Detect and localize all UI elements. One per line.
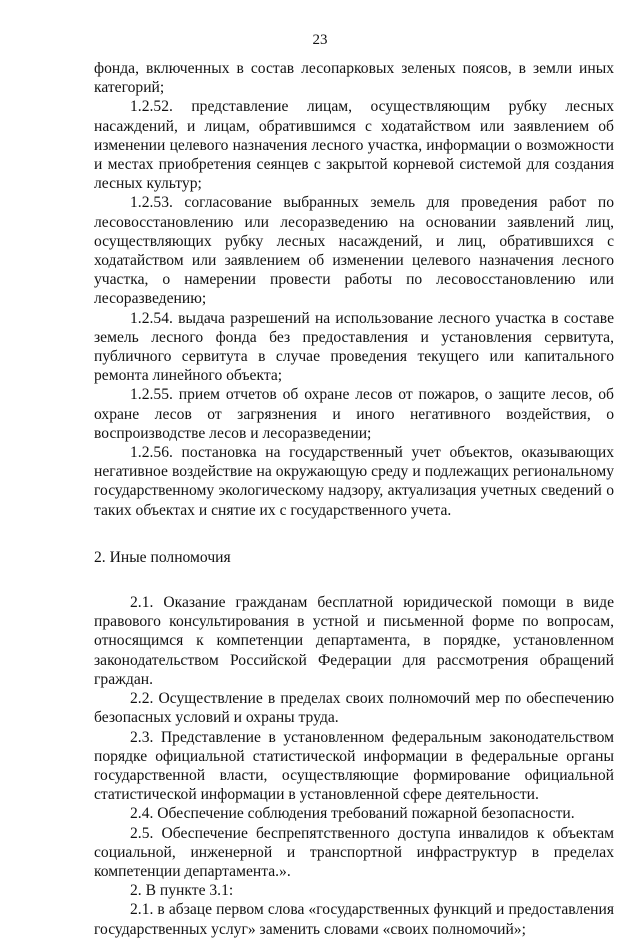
paragraph-2-1: 2.1. Оказание гражданам бесплатной юридической помощи в виде правового консультирования в устной и письменной форме по вопросам, относящимся к компетенции департамента, в порядке, установленном законодательством Российской Федерации для рассмотрения обращений граждан.	[94, 594, 614, 688]
paragraph-point-2: 2. В пункте 3.1:	[130, 882, 234, 900]
paragraph-2-3: 2.3. Представление в установленном федеральным законодательством порядке официальной статистической информации в федеральные органы государственной власти, осуществляющие формирование официальной статистической информации в установленной сфере деятельности.	[94, 728, 614, 804]
paragraph-1-2-55: 1.2.55. прием отчетов об охране лесов от пожаров, о защите лесов, об охране лесов от загрязнения и иного негативного воздействия, о воспроизводстве лесов и лесоразведении;	[94, 386, 614, 442]
paragraph-1-2-52: 1.2.52. представление лицам, осуществляющим рубку лесных насаждений, и лицам, обратившимся с ходатайством или заявлением об изменении целевого назначения лесного участка, информации о возможности и местах приобретения сеянцев с закрытой корневой системой для создания лесных культур;	[94, 98, 614, 193]
paragraph-1-2-53: 1.2.53. согласование выбранных земель для проведения работ по лесовосстановлению или лесоразведению на основании заявлений лиц, осуществляющих рубку лесных насаждений, и лиц, обратившихся с ходатайством или заявлением об изменении целевого назначения лесного участка, о намерении провести работы по лесовосстановлению или лесоразведению;	[94, 194, 614, 308]
paragraph-2-4: 2.4. Обеспечение соблюдения требований пожарной безопасности.	[130, 805, 575, 823]
section-heading: 2. Иные полномочия	[94, 548, 231, 566]
paragraph-1-2-54: 1.2.54. выдача разрешений на использование лесного участка в составе земель лесного фонда без предоставления и установления сервитута, публичного сервитута в случае проведения текущего или капитального ремонта линейного объекта;	[94, 309, 614, 385]
paragraph-2-2: 2.2. Осуществление в пределах своих полномочий мер по обеспечению безопасных условий и охраны труда.	[94, 690, 614, 727]
paragraph-continuation: фонда, включенных в состав лесопарковых зеленых поясов, в земли иных категорий;	[94, 60, 614, 97]
paragraph-1-2-56: 1.2.56. постановка на государственный учет объектов, оказывающих негативное воздействие на окружающую среду и подлежащих региональному государственному экологическому надзору, актуализация учетных сведений о таких объектах и снятие их с государственного учета.	[94, 444, 614, 519]
paragraph-point-2-1: 2.1. в абзаце первом слова «государственных функций и предоставления государственных услуг» заменить словами «своих полномочий»;	[94, 901, 614, 938]
document-body	[94, 59, 614, 939]
paragraph-2-5: 2.5. Обеспечение беспрепятственного доступа инвалидов к объектам социальной, инженерной и транспортной инфраструктур в пределах компетенции департамента.».	[94, 824, 614, 880]
page-number: 23	[312, 32, 328, 48]
